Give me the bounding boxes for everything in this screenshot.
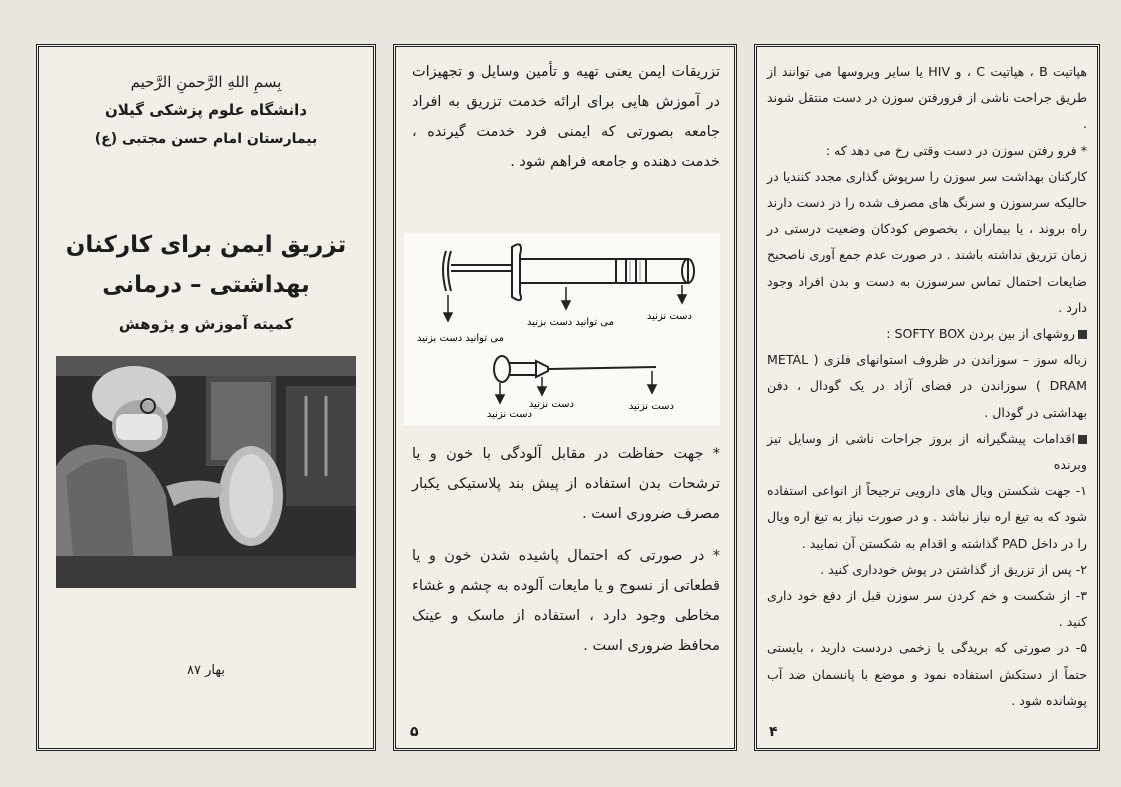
- prevention-item-2: ۲- پس از تزریق از گذاشتن در پوش خودداری کنید .: [820, 561, 1087, 577]
- hospital-name: بیمارستان امام حسن مجتبی (ع): [94, 131, 318, 147]
- needlestick-intro: * فرو رفتن سوزن در دست وقتی رخ می دهد که :: [825, 142, 1087, 158]
- label-needle-hub: دست نزنید: [486, 409, 532, 420]
- committee-name: کمیته آموزش و پژوهش: [118, 315, 294, 333]
- label-needle-tip: دست نزنید: [628, 401, 674, 412]
- season-date: بهار ۸۷: [187, 663, 225, 678]
- disposal-heading-text: روشهای از بین بردن SOFTY BOX :: [886, 326, 1075, 342]
- protection-text: [412, 439, 720, 661]
- disposal-methods: زباله سوز – سوزاندن در ظروف استوانهای فلزی ( METAL DRAM ) سوزاندن در فضای آزاد در یک گودال ، دفن بهداشتی در گودال .: [767, 352, 1087, 420]
- title-line-1: تزریق ایمن برای کارکنان: [65, 232, 347, 258]
- page-4-panel: [754, 44, 1100, 751]
- apron-paragraph: * جهت حفاظت در مقابل آلودگی با خون و یا ترشحات بدن استفاده از پیش بند پلاستیکی یکبار مصرف ضروری است .: [412, 446, 720, 522]
- syringe-needle-illustration: [404, 233, 720, 425]
- label-syringe-plunger: می توانید دست بزنید: [416, 333, 504, 344]
- square-bullet-icon: [1078, 330, 1087, 339]
- cover-panel: [36, 44, 376, 751]
- prevention-item-3: ۳- از شکست و خم کردن سر سوزن قبل از دفع خود داری کنید .: [767, 588, 1087, 630]
- hepatitis-paragraph: هپاتیت B ، هپاتیت C ، و HIV یا سایر ویروسها می توانند از طریق جراحت ناشی از فرورفتن سوزن در دست منتقل شوند .: [767, 64, 1087, 132]
- cover-title: [39, 225, 373, 305]
- syringe-diagram: [404, 233, 720, 425]
- prevention-heading-text: اقدامات پیشگیرانه از بروز جراحات ناشی از وسایل تیز وبرنده: [767, 430, 1087, 473]
- label-syringe-barrel: می توانید دست بزنید: [526, 317, 614, 328]
- label-syringe-tip: دست نزنید: [646, 311, 692, 322]
- page-number-4: ۴: [769, 724, 778, 740]
- prevention-item-5: ۵- در صورتی که بریدگی یا زخمی دردست دارید ، بایستی حتماً از دستکش استفاده نمود و موضع با پانسمان ضد آب پوشانده شود .: [767, 640, 1087, 708]
- cover-header: [39, 73, 373, 147]
- page-4-text: [767, 59, 1087, 714]
- mask-paragraph: * در صورتی که احتمال پاشیده شدن خون و یا قطعاتی از نسوج و یا مایعات آلوده به چشم و غشاء مخاطی وجود دارد ، استفاده از ماسک و عینک محافظ ضروری است .: [412, 548, 720, 654]
- square-bullet-icon: [1078, 435, 1087, 444]
- title-line-2: بهداشتی – درمانی: [102, 272, 310, 298]
- page-5-panel: [393, 44, 737, 751]
- nurse-illustration: [56, 356, 356, 588]
- needlestick-causes: کارکنان بهداشت سر سوزن را سرپوش گذاری مجدد کنندیا در حالیکه سرسوزن و سرنگ های مصرف شده را در دست دارند راه بروند ، یا بیماران ، بخصوص کودکان وضعیت درستی در زمان تزریق نداشته باشند . در صورت عدم جمع آوری ناصحیح ضایعات احتمال تماس سرسوزن به دست و بدن افراد وجود دارد .: [767, 168, 1087, 315]
- safe-injection-definition: تزریقات ایمن یعنی تهیه و تأمین وسایل و تجهیزات در آموزش هایی برای ارائه خدمت تزریق به افراد جامعه بصورتی که ایمنی فرد خدمت گیرنده ، خدمت دهنده و جامعه فراهم شود .: [412, 64, 720, 170]
- prevention-heading: [767, 426, 1087, 478]
- disposal-heading: [767, 321, 1087, 347]
- page-number-5: ۵: [410, 724, 419, 740]
- label-needle-shaft: دست نزنید: [528, 399, 574, 410]
- university-name: دانشگاه علوم پزشکی گیلان: [104, 101, 308, 119]
- nurse-photo: [56, 356, 356, 588]
- prevention-item-1: ۱- جهت شکستن ویال های دارویی ترجیحاً از انواعی استفاده شود که به تیغ اره نیاز نباشد . و در صورت نیاز به تیغ اره ویال را در داخل PAD گذاشته و اقدام به شکستن آن نمایید .: [767, 483, 1087, 551]
- basmala: بِسمِ اللهِ الرَّحمنِ الرَّحیم: [130, 73, 282, 91]
